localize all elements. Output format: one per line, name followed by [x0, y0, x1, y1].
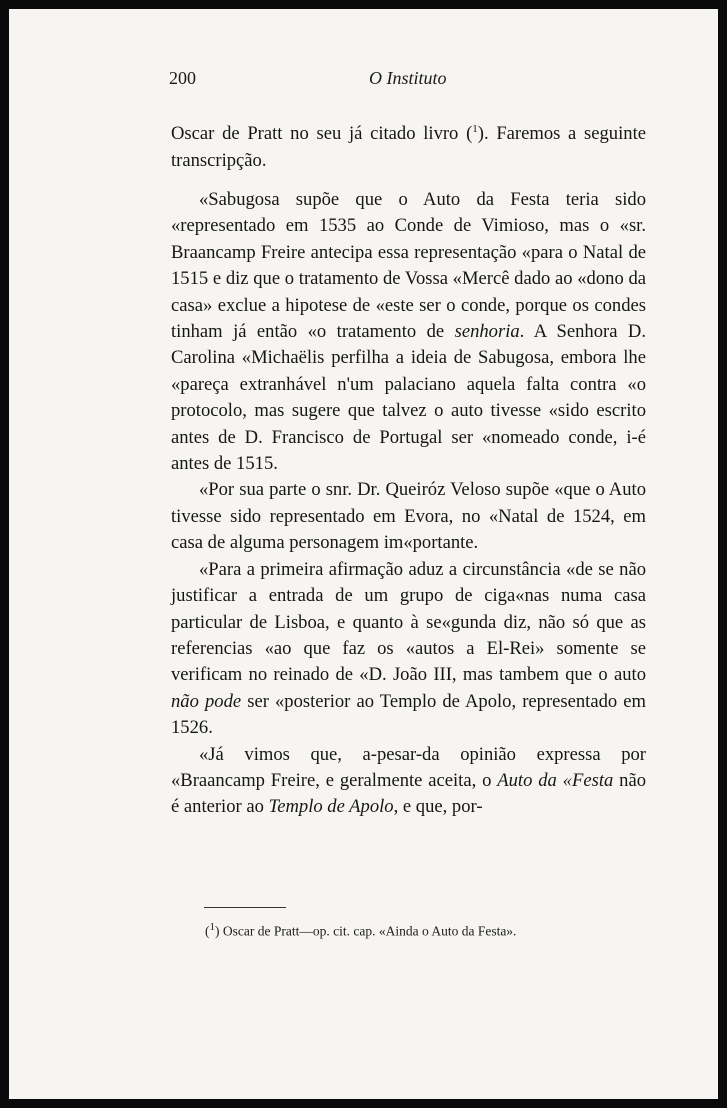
footnote-reference: 1: [472, 123, 478, 135]
footnote-divider: [204, 907, 286, 908]
quote-paragraph-2: «Por sua parte o snr. Dr. Queiróz Veloso supõe «que o Auto tivesse sido representado em Evora, no «Natal de 1524, em casa de alguma personagem im«portante.: [171, 479, 646, 554]
quote-text: não é anterior ao: [171, 769, 646, 818]
quote-paragraph-3: [171, 557, 646, 742]
intro-text: Oscar de Pratt no seu já citado livro (: [171, 123, 473, 145]
intro-paragraph: [171, 116, 646, 174]
quote-paragraph-4: [171, 742, 646, 821]
quote-text: , e que, por-: [393, 796, 483, 818]
page: [9, 9, 718, 1099]
page-number: 200: [169, 68, 196, 88]
quote-paragraph-1: [171, 187, 646, 477]
quote-italic: Templo de Apolo: [268, 796, 394, 818]
footnote-text: Oscar de Pratt—op. cit. cap. «Ainda o Auto da Festa».: [219, 923, 517, 939]
quote-italic: não pode: [171, 690, 242, 712]
quote-text: ser «posterior ao Templo de Apolo, representado em 1526.: [171, 690, 646, 739]
quote-text: «Para a primeira afirmação aduz a circunstância «de se não justificar a entrada de um grupo de ciga«nas numa casa particular de Lisboa, e quanto à se«gunda diz, não só que as referencias «ao que faz os «autos a El-Rei» somente se verificam no reinado de «D. João III, mas tambem que o auto: [171, 558, 646, 686]
quote-italic: senhoria: [454, 321, 520, 343]
quote-text: «Já vimos que, a-pesar-da opinião expressa por «Braancamp Freire, e geralmente aceita, o: [171, 743, 646, 791]
footnote-mark: 1: [209, 921, 215, 933]
quotation-block: [171, 187, 646, 821]
quote-italic: Auto da «Festa: [497, 769, 614, 791]
page-header: [169, 68, 569, 98]
running-title: O Instituto: [369, 68, 447, 88]
footnote: ($^1$) Oscar de Pratt—op. cit. cap. «Ainda o Auto da Festa».: [205, 921, 517, 939]
quote-text: . A Senhora D. Carolina «Michaëlis perfilha a ideia de Sabugosa, embora lhe «pareça extranhável n'um palaciano aquela falta contra «o protocolo, mas sugere que talvez o auto tivesse «sido escrito antes de D. Francisco de Portugal ser «nomeado conde, i-é antes de 1515.: [171, 321, 646, 475]
intro-text-end: ). Faremos a seguinte transcripção.: [171, 123, 646, 171]
quote-text: «Sabugosa supõe que o Auto da Festa teria sido «representado em 1535 ao Conde de Vimioso, mas o «sr. Braancamp Freire antecipa essa representação «para o Natal de 1515 e diz que o tratamento de Vossa «Mercê dado ao «dono da casa» exclue a hipotese de «este ser o conde, porque os condes tinham já então «o tratamento de: [171, 189, 646, 343]
